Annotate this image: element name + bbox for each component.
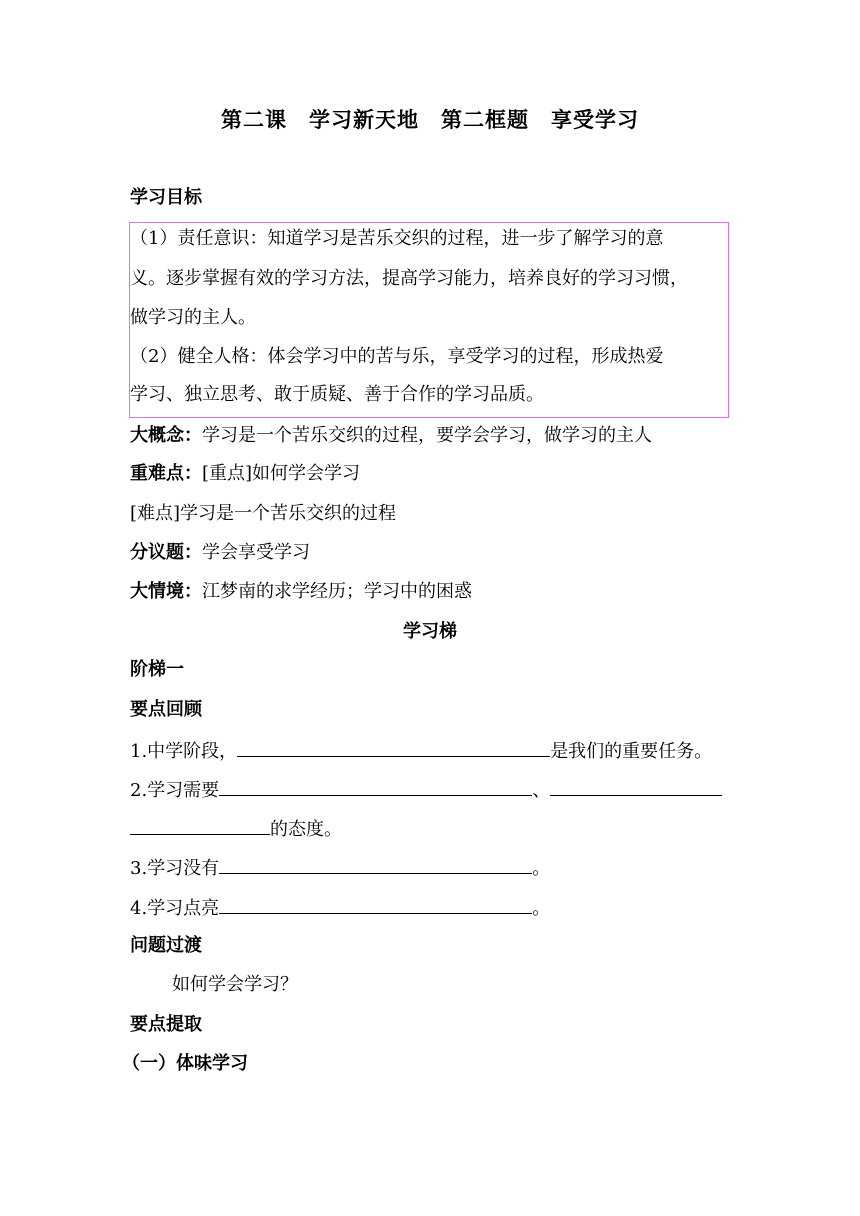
- review-item-4-prefix: 4.学习点亮: [130, 898, 220, 919]
- objective-1-line-2: 义。逐步掌握有效的学习方法，提高学习能力，培养良好的学习习惯，: [130, 268, 688, 289]
- big-concept-text: 学习是一个苦乐交织的过程，要学会学习，做学习的主人: [202, 425, 652, 446]
- objective-1-line-1: （1）责任意识：知道学习是苦乐交织的过程，进一步了解学习的意: [130, 228, 664, 249]
- review-item-1-suffix: 是我们的重要任务。: [550, 741, 713, 762]
- review-item-4: [130, 895, 550, 921]
- review-item-2-continued: [130, 816, 342, 842]
- review-item-3: [130, 855, 550, 881]
- blank-line[interactable]: [130, 816, 270, 835]
- transition-heading: 问题过渡: [130, 935, 202, 956]
- objective-2-line-1: （2）健全人格：体会学习中的苦与乐，享受学习的过程，形成热爱: [130, 346, 664, 367]
- review-item-1-prefix: 1.中学阶段，: [130, 741, 238, 762]
- sub-topic-label: 分议题：: [130, 542, 202, 563]
- key-points: [130, 462, 360, 486]
- blank-line[interactable]: [237, 738, 550, 757]
- ladder-step: 阶梯一: [130, 659, 184, 680]
- blank-line[interactable]: [219, 855, 532, 874]
- big-concept-label: 大概念：: [130, 425, 202, 446]
- review-item-3-suffix: 。: [532, 858, 551, 879]
- objective-2-line-2: 学习、独立思考、敢于质疑、善于合作的学习品质。: [130, 384, 544, 405]
- blank-line[interactable]: [219, 777, 532, 796]
- review-item-1: [130, 738, 712, 764]
- objectives-box: [129, 222, 729, 418]
- review-item-2: [130, 777, 722, 803]
- key-points-label: 重难点：: [130, 463, 202, 484]
- key-point-text: [重点]如何学会学习: [202, 463, 361, 484]
- big-situation: [130, 580, 472, 604]
- blank-line[interactable]: [550, 777, 722, 796]
- review-item-4-suffix: 。: [532, 898, 551, 919]
- difficult-point: [难点]学习是一个苦乐交织的过程: [130, 503, 397, 524]
- extract-heading: 要点提取: [130, 1014, 202, 1035]
- sub-topic: [130, 541, 310, 565]
- review-heading: 要点回顾: [130, 699, 202, 720]
- blank-line[interactable]: [219, 895, 532, 914]
- section-one-heading: （一）体味学习: [122, 1053, 248, 1074]
- sub-topic-text: 学会享受学习: [202, 542, 310, 563]
- big-situation-text: 江梦南的求学经历；学习中的困惑: [202, 581, 472, 602]
- page-title: 第二课 学习新天地 第二框题 享受学习: [221, 108, 639, 132]
- review-item-2-suffix: 的态度。: [270, 819, 342, 840]
- ladder-title: 学习梯: [403, 621, 457, 642]
- review-item-3-prefix: 3.学习没有: [130, 858, 220, 879]
- big-concept: [130, 424, 652, 448]
- transition-question: 如何学会学习？: [172, 974, 298, 995]
- review-item-2-separator: 、: [532, 780, 551, 801]
- objective-1-line-3: 做学习的主人。: [130, 307, 256, 328]
- review-item-2-prefix: 2.学习需要: [130, 780, 220, 801]
- big-situation-label: 大情境：: [130, 581, 202, 602]
- objectives-heading: 学习目标: [130, 187, 202, 208]
